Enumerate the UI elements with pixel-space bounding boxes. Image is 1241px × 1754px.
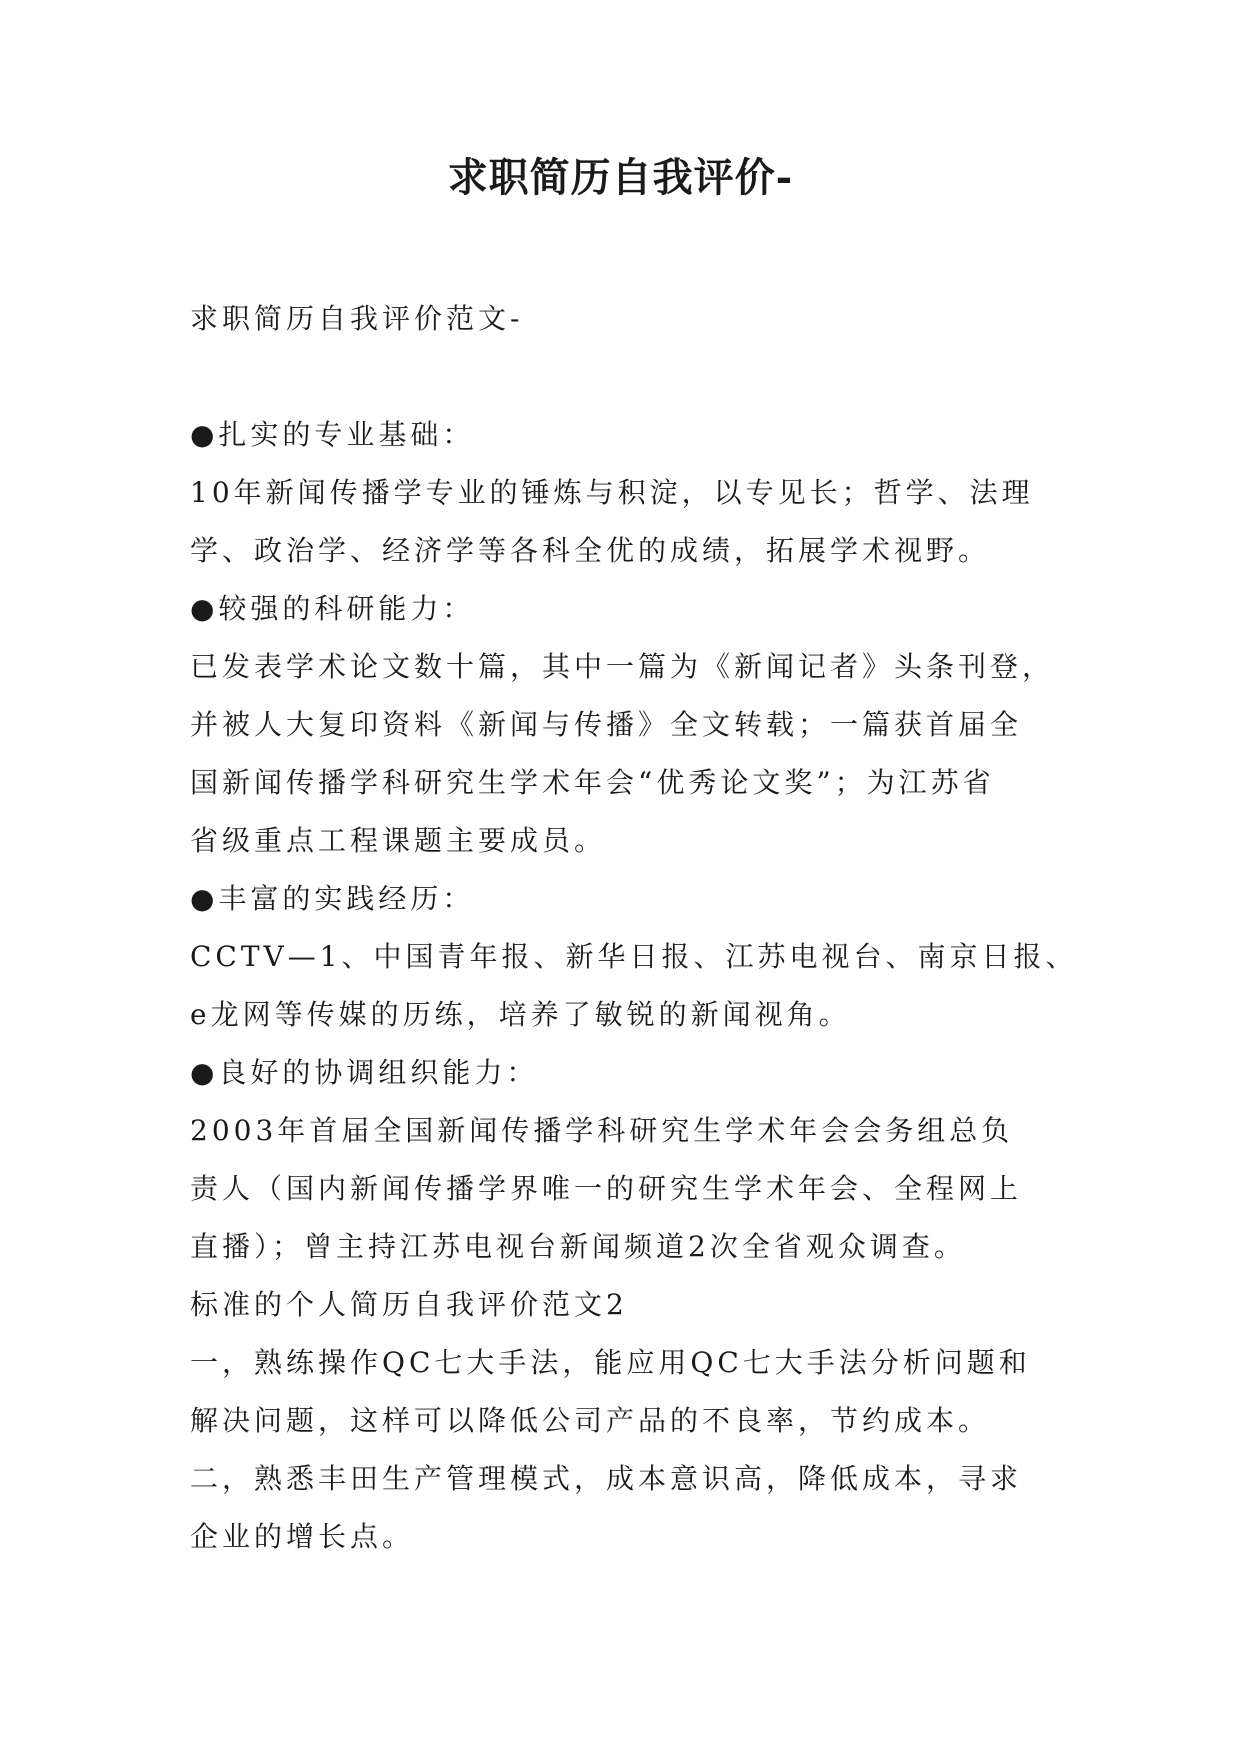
bullet-heading: ●扎实的专业基础： xyxy=(190,418,475,451)
paragraph-line: 并被人大复印资料《新闻与传播》全文转载；一篇获首届全 xyxy=(190,708,1023,741)
paragraph-line: 解决问题，这样可以降低公司产品的不良率，节约成本。 xyxy=(190,1404,991,1437)
paragraph-line: 责人（国内新闻传播学界唯一的研究生学术年会、全程网上 xyxy=(190,1172,1023,1205)
paragraph-line: 二，熟悉丰田生产管理模式，成本意识高，降低成本，寻求 xyxy=(190,1462,1023,1495)
paragraph-line: 省级重点工程课题主要成员。 xyxy=(190,824,607,857)
paragraph-line: e龙网等传媒的历练，培养了敏锐的新闻视角。 xyxy=(190,998,851,1031)
paragraph-line: 直播）；曾主持江苏电视台新闻频道2次全省观众调查。 xyxy=(190,1230,966,1263)
paragraph-line: CCTV—1、中国青年报、新华日报、江苏电视台、南京日报、 xyxy=(190,940,1078,973)
paragraph-line: 已发表学术论文数十篇，其中一篇为《新闻记者》头条刊登， xyxy=(190,650,1055,683)
document-body xyxy=(190,290,1078,1566)
blank-line xyxy=(190,348,1070,406)
bullet-heading: ●较强的科研能力： xyxy=(190,592,475,625)
paragraph-line: 2003年首届全国新闻传播学科研究生学术年会会务组总负 xyxy=(190,1114,1014,1147)
section-heading: 标准的个人简历自我评价范文2 xyxy=(190,1288,628,1321)
document-title: 求职简历自我评价- xyxy=(447,154,794,201)
paragraph-line: 一，熟练操作QC七大手法，能应用QC七大手法分析问题和 xyxy=(190,1346,1031,1379)
paragraph-line: 10年新闻传播学专业的锤炼与积淀，以专见长；哲学、法理 xyxy=(190,476,1034,509)
paragraph-line: 企业的增长点。 xyxy=(190,1520,415,1553)
bullet-heading: ●良好的协调组织能力： xyxy=(190,1056,539,1089)
bullet-heading: ●丰富的实践经历： xyxy=(190,882,475,915)
paragraph-line: 国新闻传播学科研究生学术年会“优秀论文奖”；为江苏省 xyxy=(190,766,995,799)
paragraph-line: 学、政治学、经济学等各科全优的成绩，拓展学术视野。 xyxy=(190,534,991,567)
subtitle-line: 求职简历自我评价范文- xyxy=(190,302,524,335)
